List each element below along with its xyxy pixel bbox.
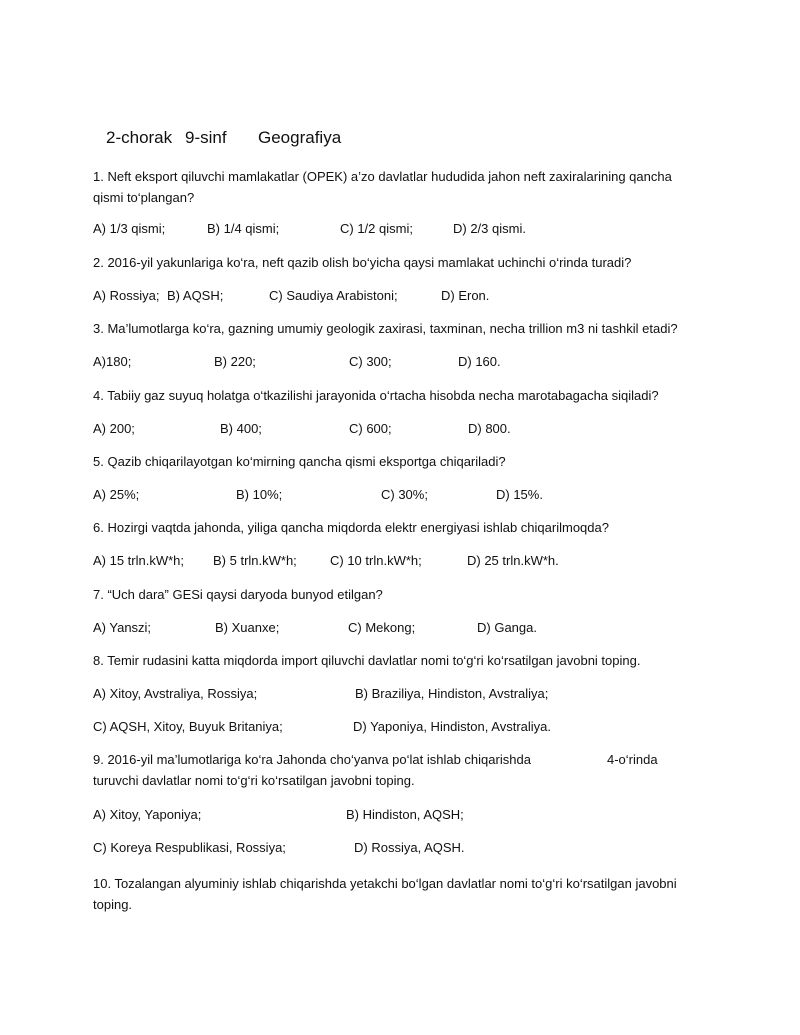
question-5-option-d: D) 15%. (496, 487, 543, 502)
question-1-option-d: D) 2/3 qismi. (453, 221, 526, 236)
question-3-option-c: C) 300; (349, 354, 392, 369)
question-1-text: 1. Neft eksport qiluvchi mamlakatlar (OPEK) a’zo davlatlar hududida jahon neft zaxiralarining qancha qismi to‘plangan? (93, 169, 672, 205)
title-grade: 9-sinf (185, 128, 227, 147)
question-9-text-line-2: turuvchi davlatlar nomi to‘g‘ri ko‘rsatilgan javobni toping. (93, 773, 415, 788)
question-6-option-d: D) 25 trln.kW*h. (467, 553, 559, 568)
question-9-text-line-1-end: 4-o‘rinda (607, 752, 658, 767)
question-4-option-b: B) 400; (220, 421, 262, 436)
question-8-option-a: A) Xitoy, Avstraliya, Rossiya; (93, 686, 258, 701)
question-2-option-b: B) AQSH; (167, 288, 224, 303)
question-5-option-a: A) 25%; (93, 487, 140, 502)
question-6-text: 6. Hozirgi vaqtda jahonda, yiliga qancha miqdorda elektr energiyasi ishlab chiqarilmoqda? (93, 520, 609, 535)
question-9-option-d: D) Rossiya, AQSH. (354, 840, 465, 855)
question-1-option-a: A) 1/3 qismi; (93, 221, 166, 236)
question-1-option-c: C) 1/2 qismi; (340, 221, 413, 236)
question-2-text: 2. 2016-yil yakunlariga ko‘ra, neft qazib olish bo‘yicha qaysi mamlakat uchinchi o‘rinda turadi? (93, 255, 632, 270)
question-4-text: 4. Tabiiy gaz suyuq holatga o‘tkazilishi jarayonida o‘rtacha hisobda necha marotabagacha siqiladi? (93, 388, 659, 403)
question-4-option-c: C) 600; (349, 421, 392, 436)
title-subject: Geografiya (258, 128, 342, 147)
question-3-option-a: A)180; (93, 354, 132, 369)
question-4-option-a: A) 200; (93, 421, 135, 436)
question-6-option-b: B) 5 trln.kW*h; (213, 553, 297, 568)
question-9-option-c: C) Koreya Respublikasi, Rossiya; (93, 840, 286, 855)
question-3-text: 3. Ma’lumotlarga ko‘ra, gazning umumiy geologik zaxirasi, taxminan, necha trillion m3 ni tashkil etadi? (93, 321, 678, 336)
question-5-option-c: C) 30%; (381, 487, 428, 502)
question-6-option-c: C) 10 trln.kW*h; (330, 553, 422, 568)
question-2-option-a: A) Rossiya; (93, 288, 160, 303)
question-2-option-c: C) Saudiya Arabistoni; (269, 288, 398, 303)
question-8-option-b: B) Braziliya, Hindiston, Avstraliya; (355, 686, 549, 701)
question-8-option-c: C) AQSH, Xitoy, Buyuk Britaniya; (93, 719, 283, 734)
question-9-text-line-1: 9. 2016-yil ma’lumotlariga ko‘ra Jahonda cho‘yanva po‘lat ishlab chiqarishda (93, 752, 531, 767)
question-10-text: 10. Tozalangan alyuminiy ishlab chiqarishda yetakchi bo‘lgan davlatlar nomi to‘g‘ri ko‘rsatilgan javobni toping. (93, 876, 677, 912)
question-9-option-a: A) Xitoy, Yaponiya; (93, 807, 202, 822)
title-quarter: 2-chorak (106, 128, 173, 147)
question-1-option-b: B) 1/4 qismi; (207, 221, 280, 236)
question-9-option-b: B) Hindiston, AQSH; (346, 807, 464, 822)
question-5-option-b: B) 10%; (236, 487, 283, 502)
question-7-option-d: D) Ganga. (477, 620, 537, 635)
question-4-option-d: D) 800. (468, 421, 511, 436)
question-2-option-d: D) Eron. (441, 288, 490, 303)
question-3-option-d: D) 160. (458, 354, 501, 369)
question-5-text: 5. Qazib chiqarilayotgan ko‘mirning qancha qismi eksportga chiqariladi? (93, 454, 506, 469)
question-8-text: 8. Temir rudasini katta miqdorda import qiluvchi davlatlar nomi to‘g‘ri ko‘rsatilgan javobni toping. (93, 653, 641, 668)
question-7-text: 7. “Uch dara” GESi qaysi daryoda bunyod etilgan? (93, 587, 383, 602)
question-7-option-a: A) Yanszi; (93, 620, 152, 635)
question-3-option-b: B) 220; (214, 354, 256, 369)
question-6-option-a: A) 15 trln.kW*h; (93, 553, 185, 568)
question-7-option-c: C) Mekong; (348, 620, 416, 635)
question-7-option-b: B) Xuanxe; (215, 620, 280, 635)
question-8-option-d: D) Yaponiya, Hindiston, Avstraliya. (353, 719, 551, 734)
